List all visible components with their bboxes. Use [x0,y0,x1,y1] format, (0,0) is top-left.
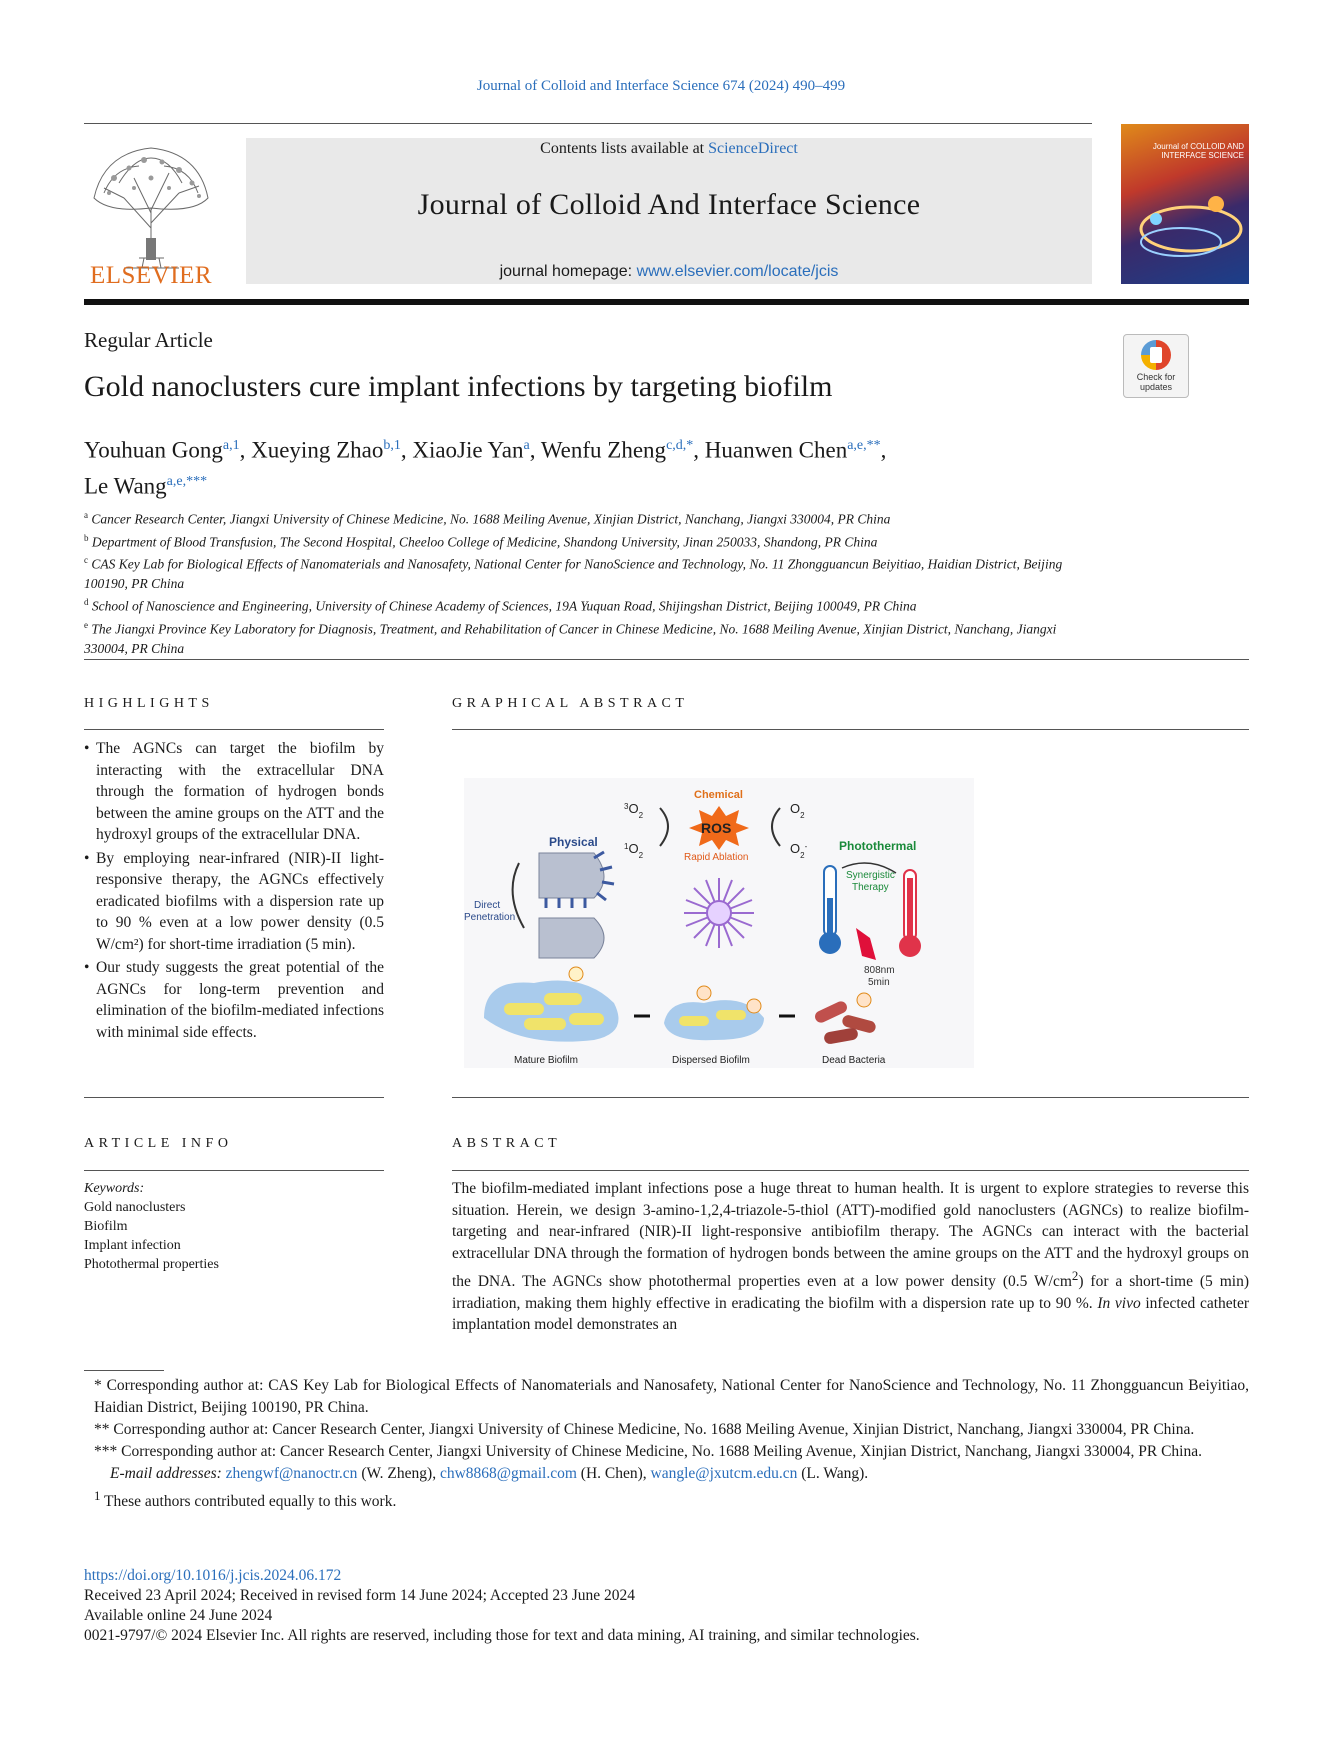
triplet-oxygen-label: $^3O_2$ [624,801,644,820]
singlet-oxygen-label: $^1O_2$ [624,841,644,860]
physical-label: Physical [549,835,598,849]
author-affiliation-marker[interactable]: b,1 [383,438,401,453]
laser-duration-label: 5min [868,977,890,988]
affiliation-item: $^d$ School of Nanoscience and Engineering, University of Chinese Academy of Sciences, 19A Yuquan Road, Shijingshan District, Beijing 100049, PR China [84,597,917,614]
elsevier-wordmark: ELSEVIER [89,262,213,289]
keywords-label: Keywords: [84,1181,145,1196]
laser-wavelength-label: 808nm [864,965,895,976]
article-info-heading: ARTICLE INFO [84,1136,233,1151]
footnote-rule [84,1370,164,1371]
received-dates: Received 23 April 2024; Received in revised form 14 June 2024; Accepted 23 June 2024 [84,1587,635,1604]
masthead-thick-rule [84,299,1249,305]
dispersed-biofilm-label: Dispersed Biofilm [672,1055,750,1066]
author-affiliation-marker[interactable]: a,1 [222,438,240,453]
affiliation-item: $^e$ The Jiangxi Province Key Laboratory for Diagnosis, Treatment, and Rehabilitation of Cancer in Chinese Medicine, No. 1688 Meiling Avenue, Xinjian District, Nanchang, Jiangxi 330004, PR China [84,620,1057,656]
equal-contribution-note: $^1$ These authors contributed equally to this work. [94,1488,397,1511]
author[interactable]: Wenfu Zheng [540,437,667,463]
header-rule [84,123,1092,124]
graphical-abstract-rule-bottom [452,1097,1249,1098]
highlight-item: • Our study suggests the great potential of the AGNCs for long-term prevention and elimination of the biofilm-mediated infections with minimal side effects. [84,957,384,1043]
section-rule [84,659,1249,660]
keyword-item: Photothermal properties [84,1257,219,1272]
author[interactable]: Le Wang [84,473,167,499]
email-addresses: E-mail addresses: zhengwf@nanoctr.cn (W. Zheng), chw8868@gmail.com (H. Chen), wangle@jxutcm.edu.cn (L. Wang). [110,1465,869,1482]
author-affiliation-marker[interactable]: a,e,** [847,438,881,453]
gold-nanocluster-icon [684,878,754,948]
dead-bacteria-label: Dead Bacteria [822,1055,886,1066]
mature-biofilm-label: Mature Biofilm [514,1055,578,1066]
author-separator: , [529,437,541,463]
available-online: Available online 24 June 2024 [84,1607,273,1624]
oxygen-label: $O_2$ [790,801,805,820]
journal-reference-link[interactable]: Journal of Colloid and Interface Science 674 (2024) 490–499 [476,78,846,94]
author[interactable]: XiaoJie Yan [412,437,524,463]
highlights-list [84,738,384,1045]
synergistic-label: Therapy [852,882,889,893]
check-for-updates-label: Check for updates [1136,372,1176,392]
homepage-link[interactable]: www.elsevier.com/locate/jcis [636,263,839,280]
highlights-heading: HIGHLIGHTS [84,696,214,711]
keyword-item: Gold nanoclusters [84,1200,186,1215]
keyword-item: Implant infection [84,1238,181,1253]
chemical-label: Chemical [694,789,743,801]
keywords [84,1179,219,1274]
corresponding-author-note: * Corresponding author at: CAS Key Lab for Biological Effects of Nanomaterials and Nanosafety, National Center for NanoScience and Technology, No. 11 Zhongguancun Beiyitiao, Haidian District, Beijing 100190, PR China. [94,1377,1249,1416]
contents-line: Contents lists available at ScienceDirect [540,140,798,157]
affiliation-item: $^b$ Department of Blood Transfusion, The Second Hospital, Cheeloo College of Medicine, Shandong University, Jinan 250033, Shandong, PR China [84,532,878,550]
article-type: Regular Article [84,328,213,352]
synergistic-label: Synergistic [846,870,895,881]
sciencedirect-link[interactable]: ScienceDirect [708,140,798,157]
abstract-text: The biofilm-mediated implant infections pose a huge threat to human health. It is urgent to explore strategies to reverse this situation. Herein, we design 3-amino-1,2,4-triazole-5-thiol (ATT)-modified gold nanoclusters (AGNCs) to realize biofilm-targeting and near-infrared (NIR)-II light-responsive antibiofilm therapy. The AGNCs can interact with the bacterial extracellular DNA through the formation of hydrogen bonds between the amine groups on the ATT and the hydroxyl groups on the DNA. The AGNCs show photothermal properties even at a low power density (0.5 $W/cm^2$) for a short-time (5 min) irradiation, making them highly effective in eradicating the biofilm with a dispersion rate up to 90 %. In vivo infected catheter implantation model demonstrates an [452,1180,1250,1334]
copyright: 0021-9797/© 2024 Elsevier Inc. All rights are reserved, including those for text and data mining, AI training, and similar technologies. [84,1627,920,1644]
author-separator: , [693,437,705,463]
article-title: Gold nanoclusters cure implant infections by targeting biofilm [84,370,833,403]
cover-art-icon [1121,124,1249,284]
article-info-rule [84,1170,384,1171]
author-affiliation-marker[interactable]: a [523,438,530,453]
superoxide-label: $O_2^-$ [790,841,808,860]
author-separator: , [400,437,413,463]
bookmark-icon [1141,340,1171,370]
corresponding-author-note: ** Corresponding author at: Cancer Research Center, Jiangxi University of Chinese Medicine, No. 1688 Meiling Avenue, Xinjian District, Nanchang, Jiangxi 330004, PR China. [94,1421,1195,1438]
nanocluster-icon [569,967,583,981]
journal-cover-image[interactable] [1121,124,1249,284]
graphical-abstract-figure[interactable] [464,778,974,1068]
rapid-ablation-label: Rapid Ablation [684,852,749,863]
homepage-line: journal homepage: www.elsevier.com/locate/jcis [499,263,839,280]
email-link[interactable]: wangle@jxutcm.edu.cn [650,1465,798,1482]
author[interactable]: Huanwen Chen [704,437,848,463]
highlight-item: • The AGNCs can target the biofilm by interacting with the extracellular DNA through the formation of hydrogen bonds between the amine groups on the ATT and the hydroxyl groups of the extracellular DNA. [84,738,384,846]
photothermal-label: Photothermal [839,839,917,853]
direct-penetration-label: Penetration [464,912,516,923]
affiliation-item: $^c$ CAS Key Lab for Biological Effects of Nanomaterials and Nanosafety, National Center for NanoScience and Technology, No. 11 Zhongguancun Beiyitiao, Haidian District, Beijing 100190, PR China [84,555,1063,592]
ros-label: ROS [701,820,732,836]
author[interactable]: Xueying Zhao [251,437,384,463]
journal-title: Journal of Colloid And Interface Science [417,188,921,221]
affiliations [84,506,1094,658]
abstract-rule [452,1170,1249,1171]
graphical-abstract-rule-top [452,729,1249,730]
abstract-heading: ABSTRACT [452,1136,562,1151]
author-list [84,430,1104,501]
publication-details [84,1566,920,1646]
keyword-item: Biofilm [84,1219,128,1234]
graphical-abstract-heading: GRAPHICAL ABSTRACT [452,696,689,711]
author-separator: , [880,437,887,463]
author-affiliation-marker[interactable]: a,e,*** [166,473,208,489]
highlights-rule-bottom [84,1097,384,1098]
footnotes [84,1375,1249,1513]
corresponding-author-note: *** Corresponding author at: Cancer Research Center, Jiangxi University of Chinese Medicine, No. 1688 Meiling Avenue, Xinjian District, Nanchang, Jiangxi 330004, PR China. [94,1443,1202,1460]
author[interactable]: Youhuan Gong [84,437,223,463]
highlights-rule-top [84,729,384,730]
check-for-updates-button[interactable] [1123,334,1189,398]
author-separator: , [239,437,252,463]
highlight-item: • By employing near-infrared (NIR)-II light-responsive therapy, the AGNCs effectively eradicated biofilms with a dispersion rate up to 90 % even at a low power density (0.5 W/cm²) for short-time irradiation (5 min). [84,848,384,956]
author-affiliation-marker[interactable]: c,d,* [666,438,694,453]
doi-link[interactable]: https://doi.org/10.1016/j.jcis.2024.06.172 [84,1567,342,1584]
email-link[interactable]: zhengwf@nanoctr.cn [225,1465,358,1482]
cover-label: Journal of COLLOID AND INTERFACE SCIENCE [1152,142,1244,160]
affiliation-item: $^a$ Cancer Research Center, Jiangxi University of Chinese Medicine, No. 1688 Meiling Avenue, Xinjian District, Nanchang, Jiangxi 330004, PR China [84,510,891,527]
email-link[interactable]: chw8868@gmail.com [439,1465,577,1482]
direct-penetration-label: Direct [474,900,501,911]
